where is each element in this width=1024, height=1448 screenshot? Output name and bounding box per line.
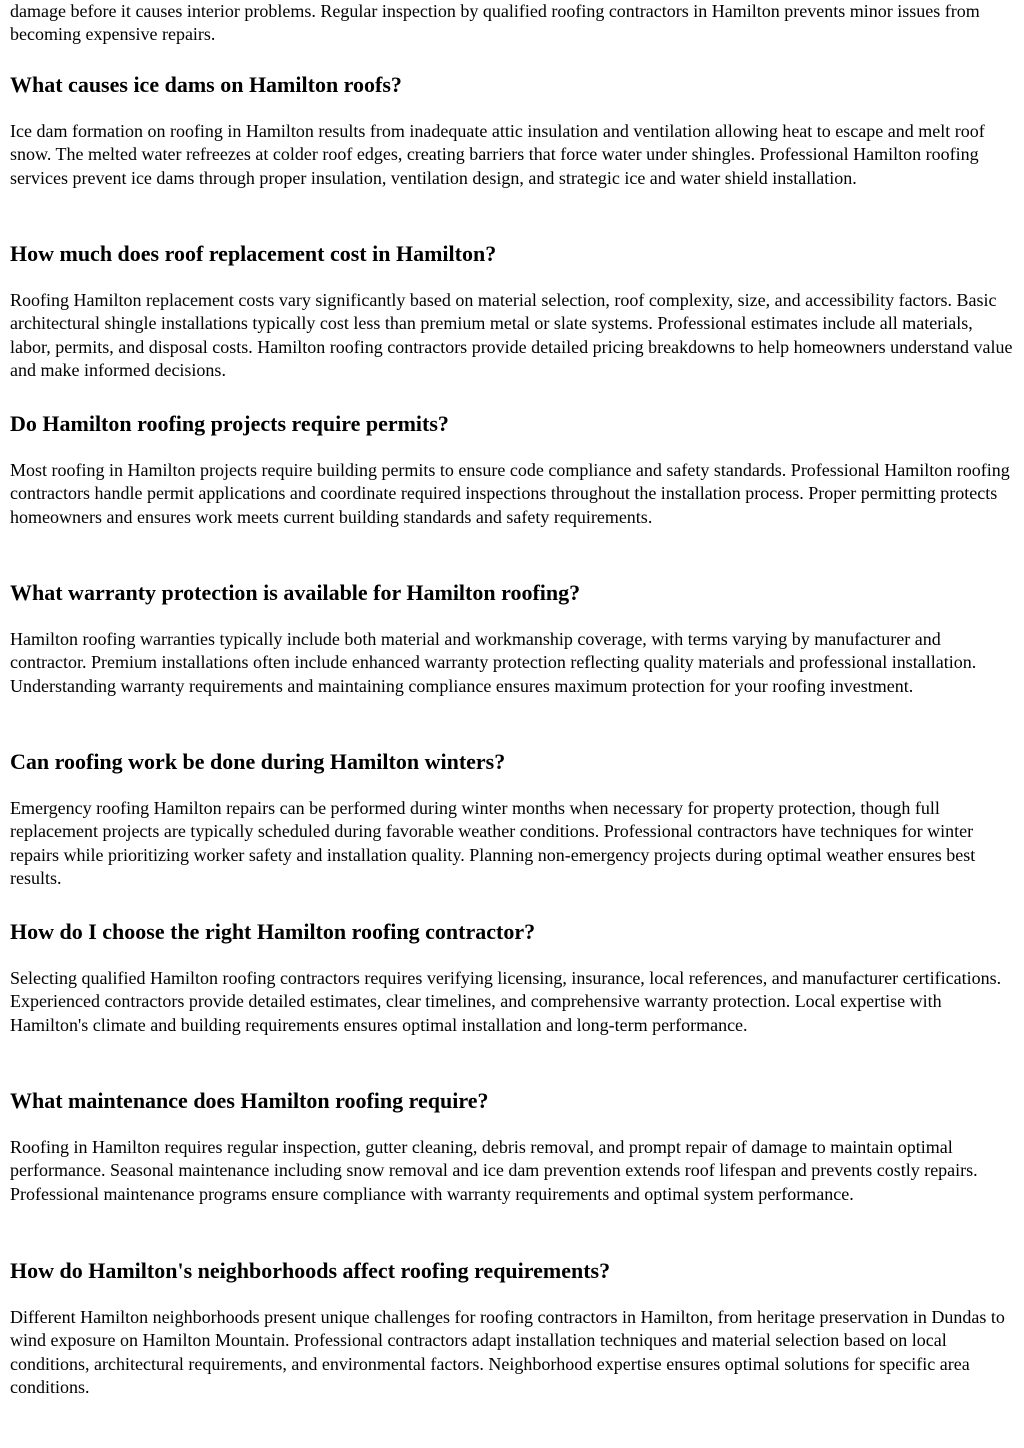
faq-question: How much does roof replacement cost in Hamilton? xyxy=(10,241,497,266)
faq-item xyxy=(10,749,1016,890)
faq-item xyxy=(10,1258,1016,1399)
faq-answer: Ice dam formation on roofing in Hamilton results from inadequate attic insulation and ventilation allowing heat to escape and melt roof snow. The melted water refreezes at colder roof edges, creating barriers that force water under shingles. Professional Hamilton roofing services prevent ice dams through proper insulation, ventilation design, and strategic ice and water shield installation. xyxy=(10,121,985,188)
faq-question: Can roofing work be done during Hamilton winters? xyxy=(10,749,506,774)
faq-answer: Hamilton roofing warranties typically include both material and workmanship coverage, with terms varying by manufacturer and contractor. Premium installations often include enhanced warranty protection reflecting quality materials and professional installation. Understanding warranty requirements and maintaining compliance ensures maximum protection for your roofing investment. xyxy=(10,629,977,696)
faq-answer: Most roofing in Hamilton projects require building permits to ensure code compliance and safety standards. Professional Hamilton roofing contractors handle permit applications and coordinate required inspections throughout the installation process. Proper permitting protects homeowners and ensures work meets current building standards and safety requirements. xyxy=(10,460,1010,527)
faq-item xyxy=(10,919,1016,1037)
faq-question: Do Hamilton roofing projects require permits? xyxy=(10,411,449,436)
faq-question: How do I choose the right Hamilton roofing contractor? xyxy=(10,919,536,944)
faq-item xyxy=(10,411,1016,529)
faq-item xyxy=(10,580,1016,698)
faq-item xyxy=(10,72,1016,190)
faq-answer: Different Hamilton neighborhoods present unique challenges for roofing contractors in Hamilton, from heritage preservation in Dundas to wind exposure on Hamilton Mountain. Professional contractors adapt installation techniques and material selection based on local conditions, architectural requirements, and environmental factors. Neighborhood expertise ensures optimal solutions for specific area conditions. xyxy=(10,1307,1005,1397)
faq-question: What warranty protection is available for Hamilton roofing? xyxy=(10,580,581,605)
faq-question: What causes ice dams on Hamilton roofs? xyxy=(10,72,402,97)
faq-item xyxy=(10,1088,1016,1206)
faq-answer: Emergency roofing Hamilton repairs can be performed during winter months when necessary for property protection, though full replacement projects are typically scheduled during favorable weather conditions. Professional contractors have techniques for winter repairs while prioritizing worker safety and installation quality. Planning non-emergency projects during optimal weather ensures best results. xyxy=(10,798,976,888)
faq-question: What maintenance does Hamilton roofing require? xyxy=(10,1088,489,1113)
faq-item xyxy=(10,241,1016,382)
faq-answer: Roofing Hamilton replacement costs vary significantly based on material selection, roof complexity, size, and accessibility factors. Basic architectural shingle installations typically cost less than premium metal or slate systems. Professional estimates include all materials, labor, permits, and disposal costs. Hamilton roofing contractors provide detailed pricing breakdowns to help homeowners understand value and make informed decisions. xyxy=(10,290,1013,380)
intro-paragraph: damage before it causes interior problems. Regular inspection by qualified roofing contractors in Hamilton prevents minor issues from becoming expensive repairs. xyxy=(10,1,980,45)
faq-answer: Roofing in Hamilton requires regular inspection, gutter cleaning, debris removal, and prompt repair of damage to maintain optimal performance. Seasonal maintenance including snow removal and ice dam prevention extends roof lifespan and prevents costly repairs. Professional maintenance programs ensure compliance with warranty requirements and optimal system performance. xyxy=(10,1137,978,1204)
faq-question: How do Hamilton's neighborhoods affect roofing requirements? xyxy=(10,1258,611,1283)
faq-answer: Selecting qualified Hamilton roofing contractors requires verifying licensing, insurance, local references, and manufacturer certifications. Experienced contractors provide detailed estimates, clear timelines, and comprehensive warranty protection. Local expertise with Hamilton's climate and building requirements ensures optimal installation and long-term performance. xyxy=(10,968,1002,1035)
